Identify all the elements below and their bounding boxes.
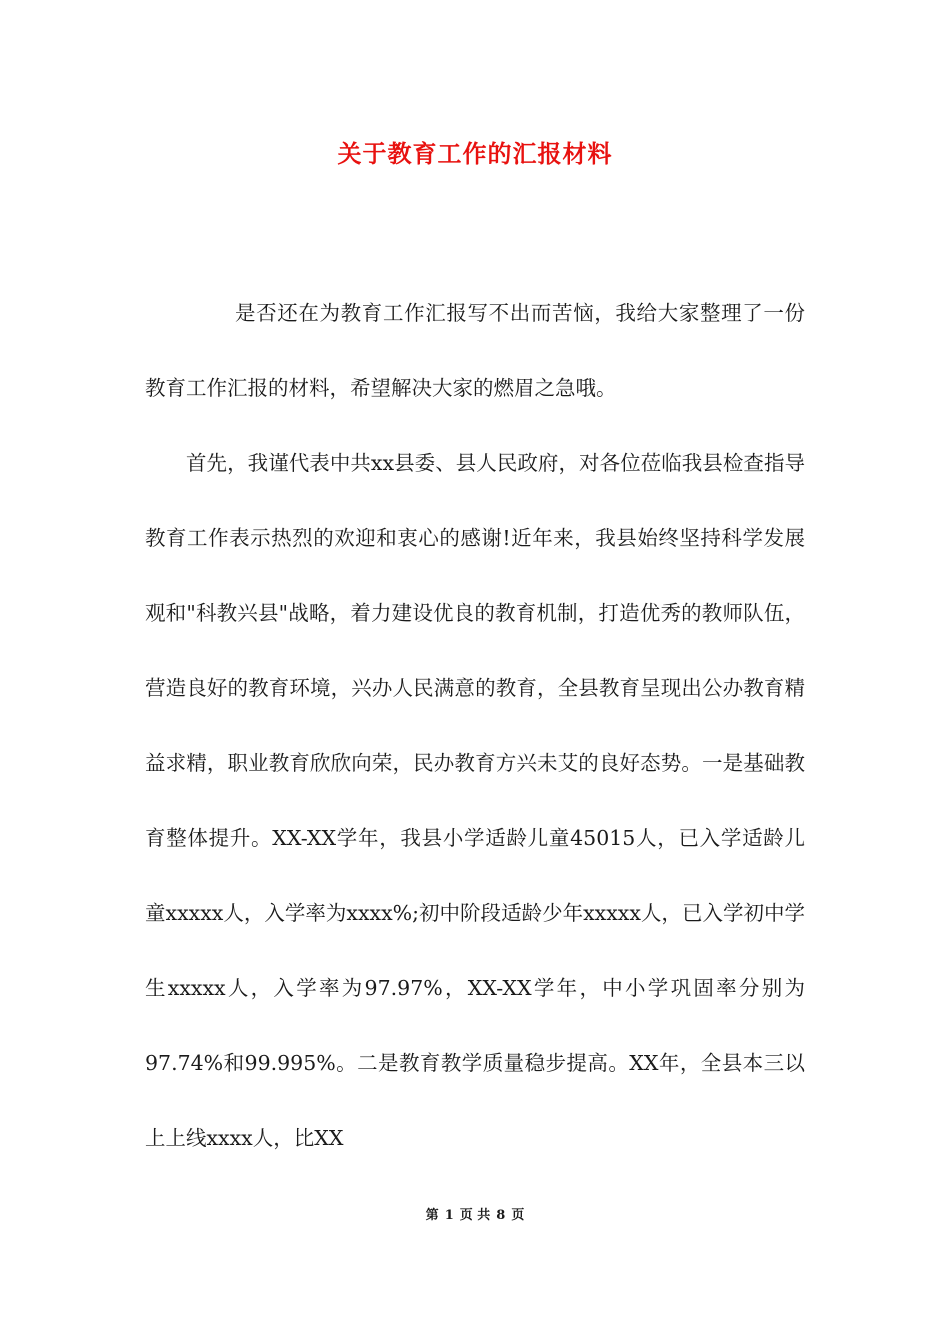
page-footer (0, 1206, 950, 1226)
paragraph-main: 首先，我谨代表中共xx县委、县人民政府，对各位莅临我县检查指导教育工作表示热烈的欢迎和衷心的感谢!近年来，我县始终坚持科学发展观和"科教兴县"战略，着力建设优良的教育机制，打造优秀的教师队伍，营造良好的教育环境，兴办人民满意的教育，全县教育呈现出公办教育精益求精，职业教育欣欣向荣，民办教育方兴未艾的良好态势。一是基础教育整体提升。XX-XX学年，我县小学适龄儿童45015人，已入学适龄儿童xxxxx人，入学率为xxxx%;初中阶段适龄少年xxxxx人，已入学初中学生xxxxx人，入学率为97.97%，XX-XX学年，中小学巩固率分别为97.74%和99.995%。二是教育教学质量稳步提高。XX年，全县本三以上上线xxxx人，比XX (145, 451, 805, 1150)
document-title: 关于教育工作的汇报材料 (337, 139, 613, 168)
footer-middle: 页 共 (459, 1208, 491, 1223)
paragraph-intro: 是否还在为教育工作汇报写不出而苦恼，我给大家整理了一份教育工作汇报的材料，希望解决大家的燃眉之急哦。 (145, 301, 805, 400)
document-body (145, 276, 805, 1176)
footer-total-pages: 8 (496, 1208, 506, 1223)
footer-suffix: 页 (511, 1208, 525, 1223)
footer-prefix: 第 (425, 1208, 439, 1223)
footer-page-number: 1 (444, 1208, 454, 1223)
